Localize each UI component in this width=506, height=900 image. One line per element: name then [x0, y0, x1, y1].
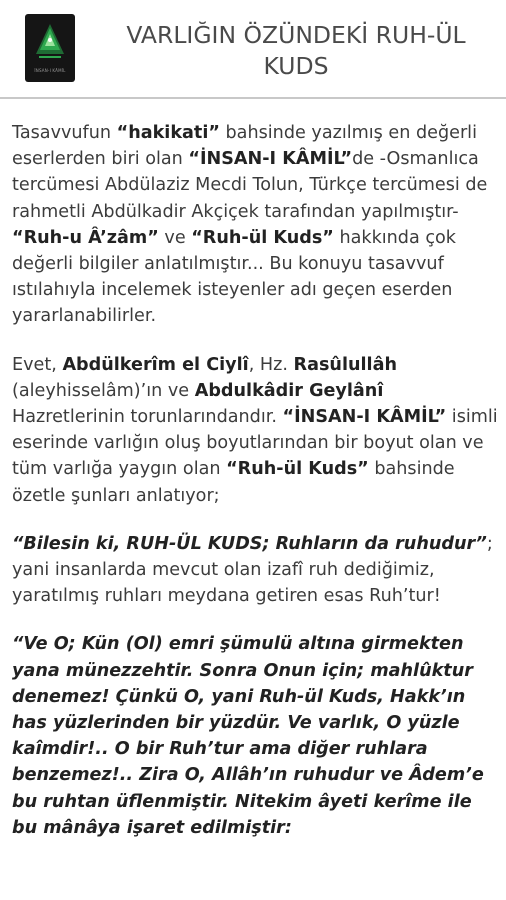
- paragraph-text: Evet,: [12, 354, 63, 375]
- paragraph-text: hakkında çok değerli bilgiler anlatılmıştır... Bu konuyu tasavvuf ıstılahıyla incelemek isteyenler adı geçen eserden yararlanabilirler.: [12, 227, 456, 327]
- article-paragraph: [12, 531, 498, 610]
- emphasized-text: “İNSAN-I KÂMİL”: [282, 407, 447, 428]
- article-paragraph: [12, 120, 498, 330]
- app-icon-caption: İNSAN-I KÂMİL: [34, 68, 66, 73]
- emphasized-text: “Ruh-u Â’zâm”: [12, 227, 159, 248]
- emphasized-text: “hakikati”: [116, 123, 220, 143]
- quote-text: “Bilesin ki, RUH-ÜL KUDS; Ruhların da ruhudur”: [12, 533, 487, 554]
- emphasized-text: Rasûlullâh: [293, 354, 397, 375]
- article-body: [12, 120, 498, 863]
- paragraph-text: bahsinde özetle şunları anlatıyor;: [12, 459, 455, 506]
- app-book-cover-icon[interactable]: [25, 14, 75, 82]
- paragraph-text: isimli eserinde varlığın oluş boyutlarından bir boyut olan ve tüm varlığa yaygın olan: [12, 407, 498, 480]
- emphasized-text: Abdülkerîm el Ciylî: [62, 354, 249, 375]
- paragraph-text: ; yani insanlarda mevcut olan izafî ruh dediğimiz, yaratılmış ruhları meydana getiren esas Ruh’tur!: [12, 533, 493, 607]
- article-paragraph: [12, 352, 498, 509]
- app-header: [0, 0, 506, 99]
- paragraph-text: (aleyhisselâm)’ın ve: [12, 380, 195, 401]
- emphasized-text: Abdulkâdir Geylânî: [194, 380, 384, 401]
- pyramid-logo-icon: [31, 20, 69, 64]
- article-paragraph: [12, 631, 498, 841]
- page-title: VARLIĞIN ÖZÜNDEKİ RUH-ÜL KUDS: [126, 21, 466, 80]
- paragraph-text: , Hz.: [248, 354, 294, 375]
- paragraph-text: ve: [158, 227, 192, 248]
- paragraph-text: bahsinde yazılmış en değerli eserlerden biri olan: [12, 123, 477, 170]
- paragraph-text: Hazretlerinin torunlarındandır.: [12, 407, 283, 428]
- paragraph-text: de -Osmanlıca tercümesi Abdülaziz Mecdi Tolun, Türkçe tercümesi de rahmetli Abdülkadir Akçiçek tarafından yapılmıştır-: [12, 149, 488, 222]
- emphasized-text: “Ruh-ül Kuds”: [191, 227, 334, 248]
- emphasized-text: “Ruh-ül Kuds”: [226, 459, 369, 480]
- paragraph-text: Tasavvufun: [12, 123, 117, 143]
- quote-text: “Ve O; Kün (Ol) emri şümulü altına girmekten yana münezzehtir. Sonra Onun için; mahlûktur denemez! Çünkü O, yani Ruh-ül Kuds, Hakk’ın has yüzlerinden bir yüzdür. Ve varlık, O yüzle kaîmdir!.. O bir Ruh’tur ama diğer ruhlara benzemez!.. Zira O, Allâh’ın ruhudur ve Âdem’e bu ruhtan üflenmiştir. Nitekim âyeti kerîme ile bu mânâya işaret edilmiştir:: [12, 634, 484, 838]
- emphasized-text: “İNSAN-I KÂMİL”: [188, 149, 353, 170]
